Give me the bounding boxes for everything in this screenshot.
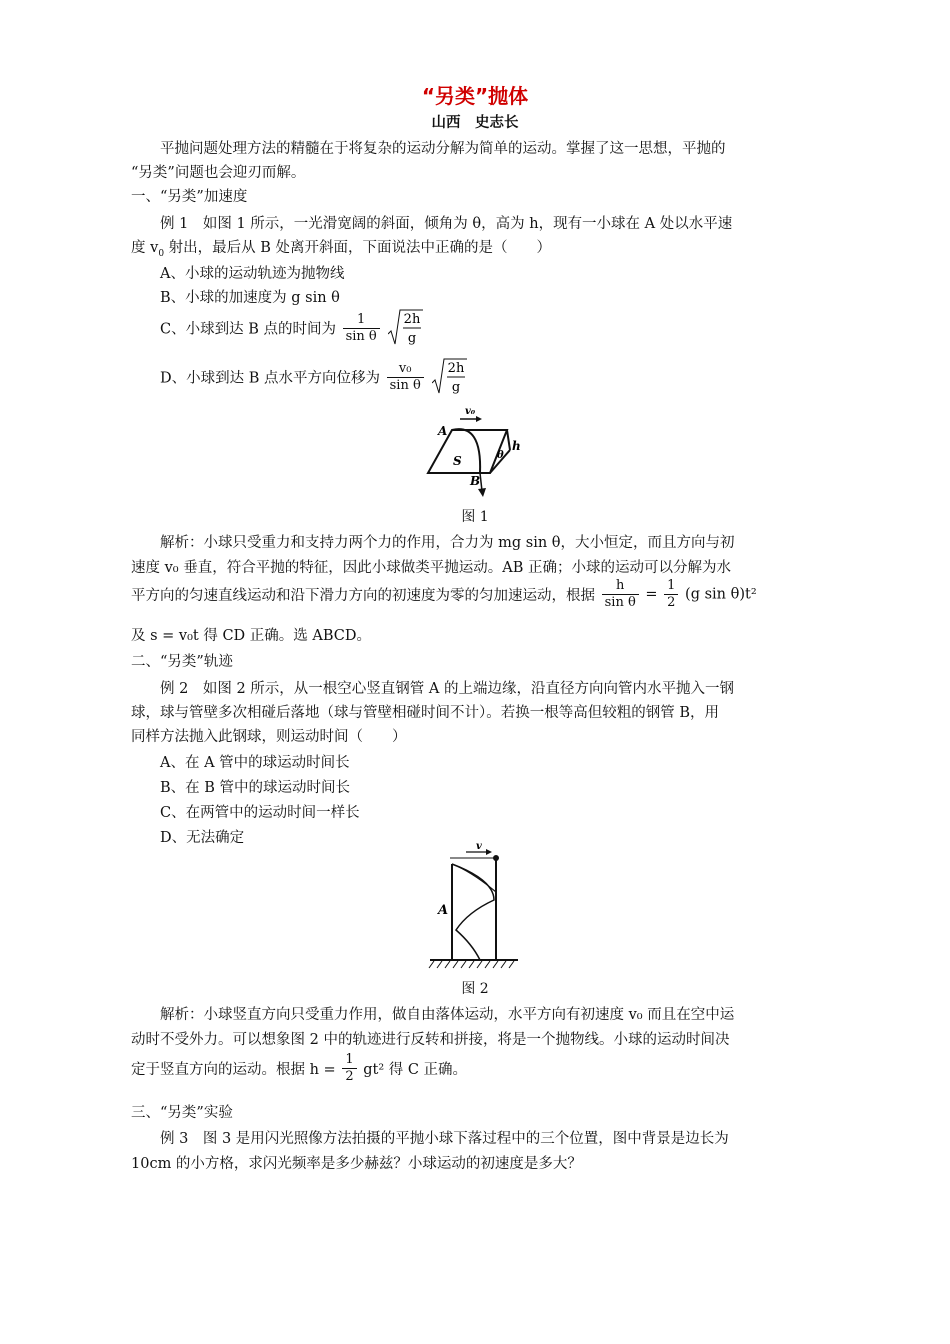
svg-text:2h: 2h: [404, 312, 421, 327]
option2-b: B、在 B 管中的球运动时间长: [160, 780, 351, 796]
figure-2-tube: [428, 842, 520, 970]
sqrt-2h-over-g-c: [388, 308, 424, 348]
option-c: C、小球到达 B 点的时间为 $\frac{1}{\text{sin θ}}$ 2h g: [160, 308, 424, 348]
section2-heading: 二、“另类”轨迹: [131, 654, 233, 670]
svg-text:g: g: [452, 380, 461, 395]
svg-text:S: S: [453, 454, 462, 468]
answer1-line-3: 平方向的匀速直线运动和沿下滑力方向的初速度为零的匀加速运动，根据 $\frac{h}{\text{sin θ}}$ = $\frac{1}{2}$ (g sin θ)t²: [131, 578, 757, 610]
svg-text:v₀: v₀: [465, 406, 476, 417]
example3-line-1: 例 3 图 3 是用闪光照像方法拍摄的平抛小球下落过程中的三个位置，图中背景是边长为: [160, 1131, 729, 1147]
answer2-fraction-half: $\frac{1}{2}$: [342, 1052, 356, 1085]
answer1-fraction-h: $\frac{h}{\text{sin θ}}$: [602, 578, 639, 611]
option-b: B、小球的加速度为 g sin θ: [160, 290, 340, 306]
section1-heading: 一、“另类”加速度: [131, 189, 248, 205]
svg-text:h: h: [512, 439, 521, 453]
answer1-line-1: 解析：小球只受重力和支持力两个力的作用，合力为 mg sin θ，大小恒定，而且方向与初: [160, 535, 735, 551]
svg-text:θ: θ: [497, 450, 504, 461]
page-title: “另类”抛体: [421, 84, 529, 108]
example1-line-1: 例 1 如图 1 所示，一光滑宽阔的斜面，倾角为 θ，高为 h，现有一小球在 A 处以水平速: [160, 216, 733, 232]
option-d: D、小球到达 B 点水平方向位移为 $\frac{\text{v₀}}{\text{sin θ}}$ 2h g: [160, 357, 468, 397]
svg-text:2h: 2h: [448, 361, 465, 376]
answer1-fraction-half: $\frac{1}{2}$: [664, 578, 678, 611]
figure-1-caption: 图 1: [461, 509, 489, 525]
option-a: A、小球的运动轨迹为抛物线: [160, 266, 345, 282]
svg-text:A: A: [438, 903, 449, 918]
figure-1-incline: [420, 405, 530, 500]
intro-line-1: 平抛问题处理方法的精髓在于将复杂的运动分解为简单的运动。掌握了这一思想，平抛的: [160, 141, 726, 157]
answer1-line-2: 速度 v₀ 垂直，符合平抛的特征，因此小球做类平抛运动。AB 正确；小球的运动可以分解为水: [131, 560, 731, 576]
example2-line-1: 例 2 如图 2 所示，从一根空心竖直钢管 A 的上端边缘，沿直径方向向管内水平抛入一钢: [160, 681, 734, 697]
answer1-line-4: 及 s = v₀t 得 CD 正确。选 ABCD。: [131, 628, 372, 644]
author: 山西 史志长: [431, 115, 519, 131]
example3-line-2: 10cm 的小方格，求闪光频率是多少赫兹？小球运动的初速度是多大？: [131, 1156, 582, 1172]
svg-text:g: g: [408, 331, 417, 346]
section3-heading: 三、“另类”实验: [131, 1105, 233, 1121]
svg-text:B: B: [470, 474, 481, 488]
intro-line-2: “另类”问题也会迎刃而解。: [131, 165, 306, 181]
answer2-line-3: 定于竖直方向的运动。根据 h = $\frac{1}{2}$ gt² 得 C 正确。: [131, 1052, 468, 1084]
option2-a: A、在 A 管中的球运动时间长: [160, 755, 350, 771]
svg-text:A: A: [438, 424, 448, 438]
figure-2-caption: 图 2: [461, 981, 489, 997]
example2-line-3: 同样方法抛入此钢球，则运动时间（ ）: [131, 729, 407, 745]
option-d-fraction: $\frac{\text{v₀}}{\text{sin θ}}$: [387, 361, 424, 394]
option2-d: D、无法确定: [160, 830, 245, 846]
example1-line-2: 度 $v_0$ 射出，最后从 B 处离开斜面，下面说法中正确的是（ ）: [131, 240, 552, 259]
sqrt-2h-over-g-d: [432, 357, 468, 397]
option2-c: C、在两管中的运动时间一样长: [160, 805, 360, 821]
example2-line-2: 球，球与管壁多次相碰后落地（球与管壁相碰时间不计）。若换一根等高但较粗的钢管 B，用: [131, 705, 720, 721]
answer2-line-1: 解析：小球竖直方向只受重力作用，做自由落体运动，水平方向有初速度 v₀ 而且在空中运: [160, 1007, 735, 1023]
answer2-line-2: 动时不受外力。可以想象图 2 中的轨迹进行反转和拼接，将是一个抛物线。小球的运动时间决: [131, 1032, 730, 1048]
svg-text:v: v: [476, 842, 482, 852]
option-c-fraction: $\frac{1}{\text{sin θ}}$: [343, 312, 380, 345]
